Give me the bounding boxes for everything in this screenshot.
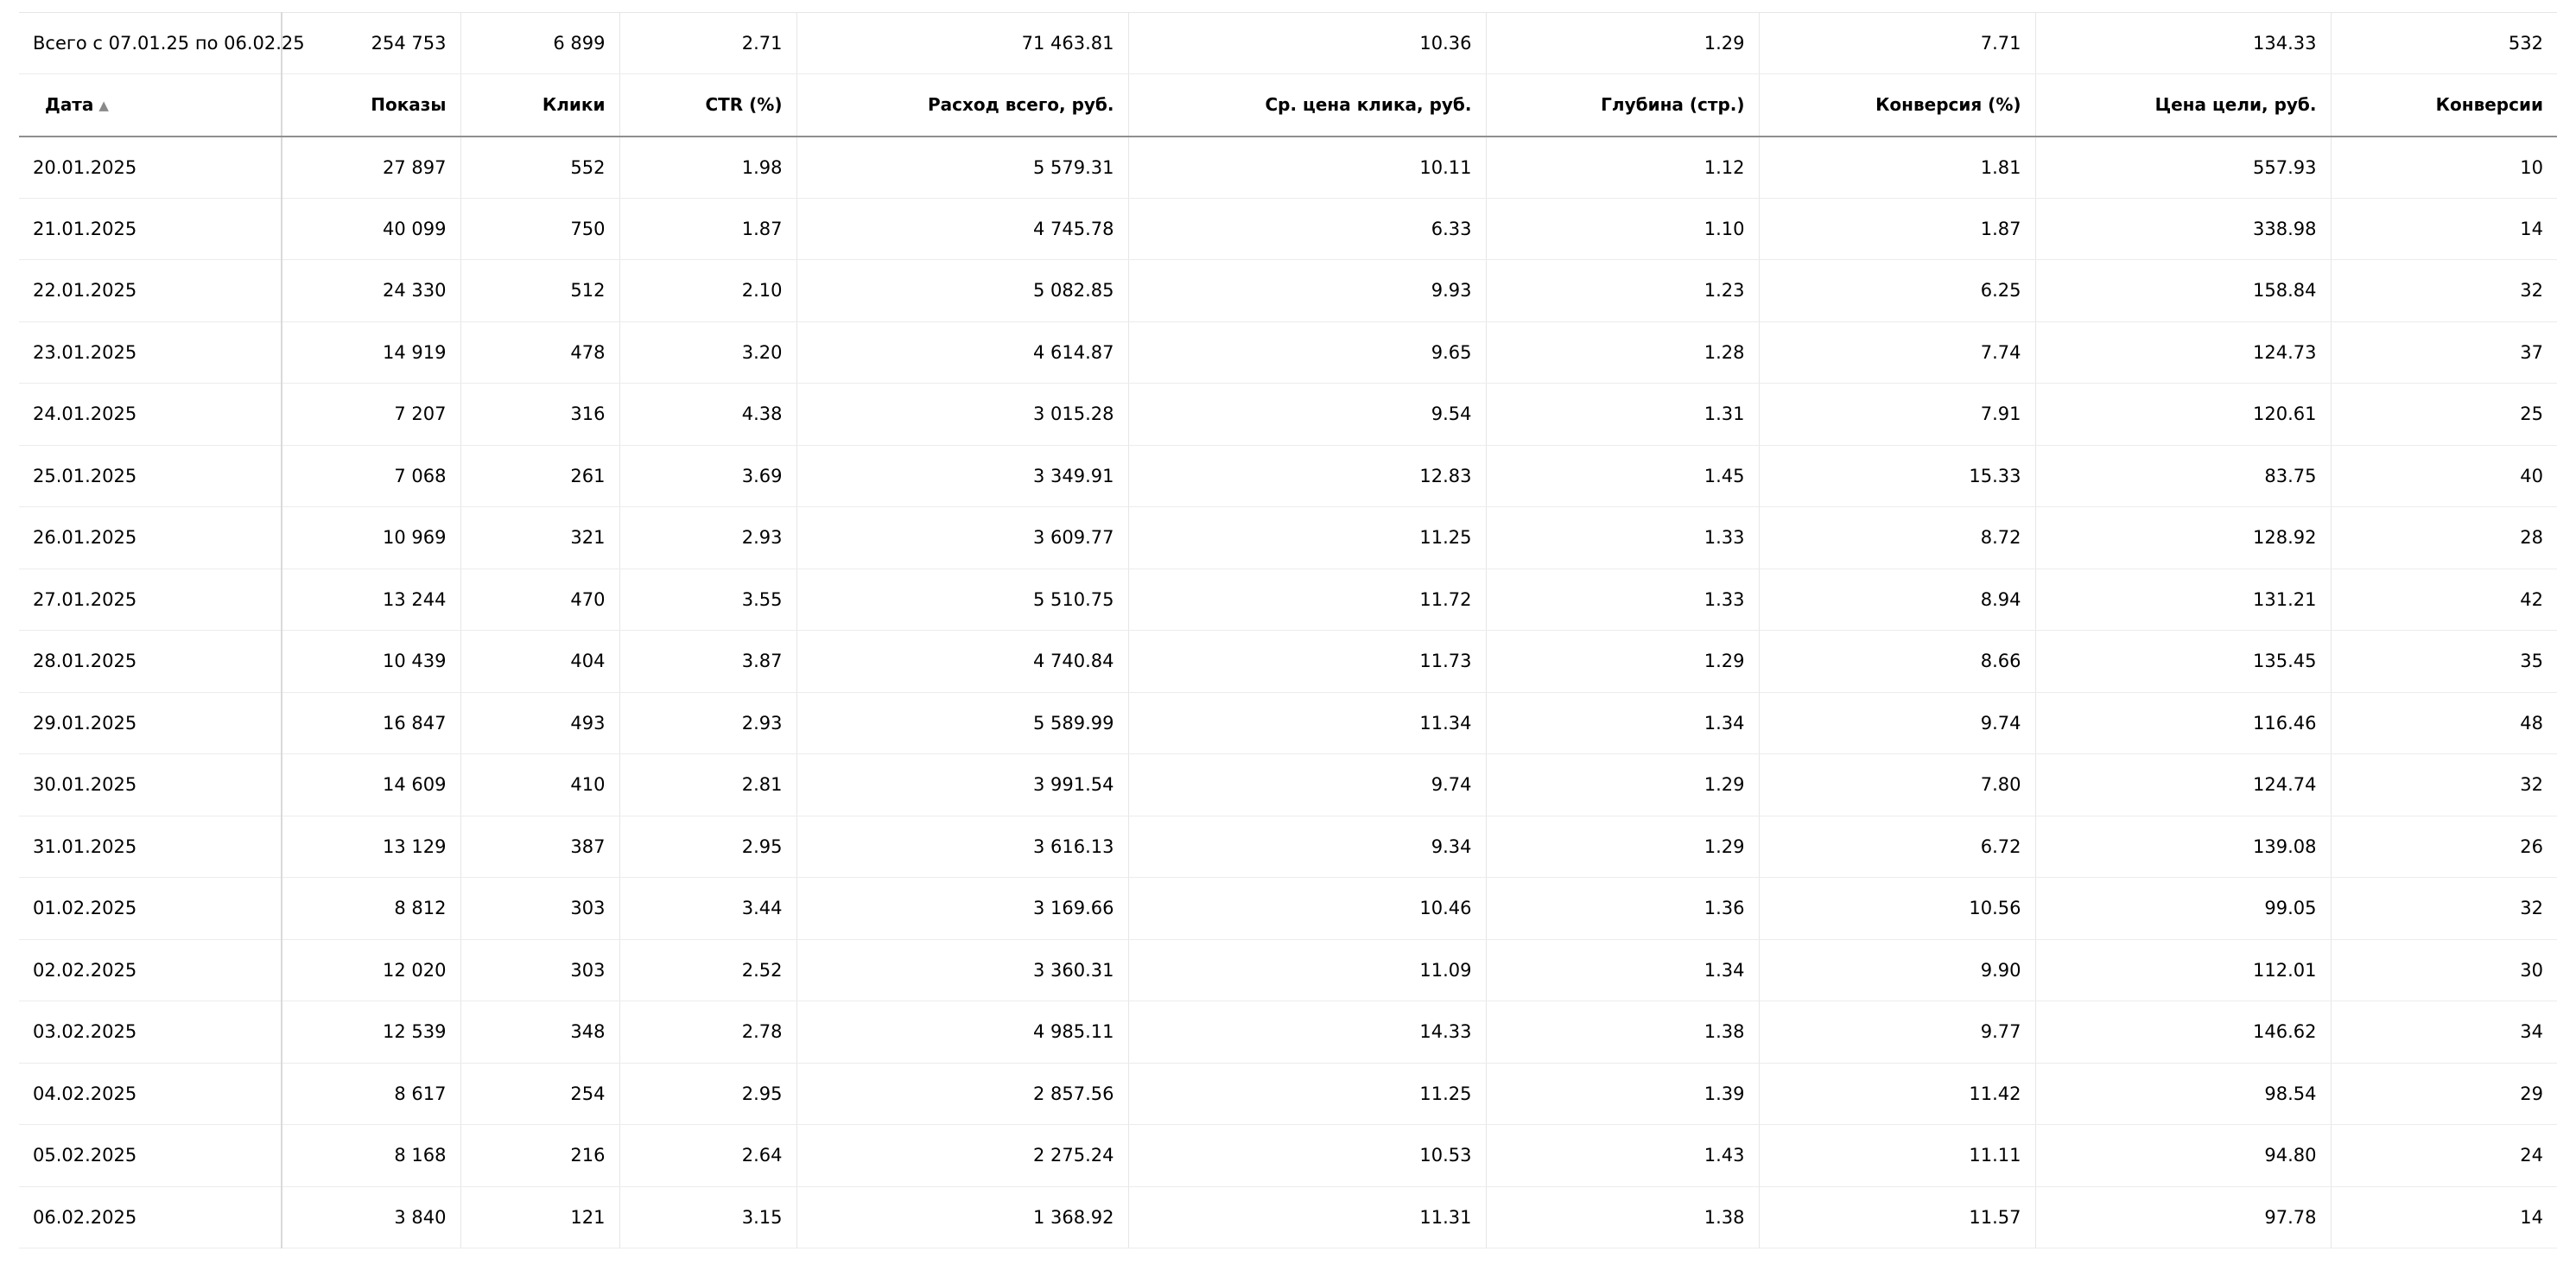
totals-spend: 71 463.81 (796, 13, 1128, 74)
column-header-impressions[interactable]: Показы (282, 74, 460, 137)
date-cell: 22.01.2025 (19, 260, 282, 322)
date-cell: 24.01.2025 (19, 384, 282, 446)
depth-cell: 1.31 (1486, 384, 1759, 446)
clicks-cell: 121 (460, 1186, 619, 1248)
avg-cpc-cell: 9.93 (1128, 260, 1486, 322)
header-row (19, 74, 2557, 137)
spend-cell: 5 082.85 (796, 260, 1128, 322)
avg-cpc-cell: 9.74 (1128, 754, 1486, 816)
totals-avg-cpc: 10.36 (1128, 13, 1486, 74)
spend-cell: 3 349.91 (796, 445, 1128, 507)
avg-cpc-cell: 6.33 (1128, 198, 1486, 260)
clicks-cell: 410 (460, 754, 619, 816)
totals-clicks: 6 899 (460, 13, 619, 74)
column-header-depth[interactable]: Глубина (стр.) (1486, 74, 1759, 137)
ctr-cell: 2.93 (619, 692, 796, 754)
date-cell: 25.01.2025 (19, 445, 282, 507)
depth-cell: 1.23 (1486, 260, 1759, 322)
goal-cost-cell: 116.46 (2035, 692, 2331, 754)
date-cell: 31.01.2025 (19, 816, 282, 878)
impressions-cell: 12 020 (282, 939, 460, 1001)
clicks-cell: 404 (460, 631, 619, 693)
clicks-cell: 493 (460, 692, 619, 754)
table-row (19, 445, 2557, 507)
conversion-rate-cell: 10.56 (1759, 878, 2035, 940)
avg-cpc-cell: 11.31 (1128, 1186, 1486, 1248)
ctr-cell: 3.20 (619, 321, 796, 384)
ctr-cell: 3.55 (619, 569, 796, 631)
spend-cell: 4 740.84 (796, 631, 1128, 693)
avg-cpc-cell: 11.25 (1128, 507, 1486, 569)
depth-cell: 1.28 (1486, 321, 1759, 384)
goal-cost-cell: 338.98 (2035, 198, 2331, 260)
impressions-cell: 27 897 (282, 137, 460, 199)
goal-cost-cell: 112.01 (2035, 939, 2331, 1001)
conversion-rate-cell: 6.72 (1759, 816, 2035, 878)
clicks-cell: 261 (460, 445, 619, 507)
conversion-rate-cell: 1.87 (1759, 198, 2035, 260)
conversions-cell: 24 (2331, 1125, 2557, 1187)
clicks-cell: 552 (460, 137, 619, 199)
clicks-cell: 750 (460, 198, 619, 260)
depth-cell: 1.29 (1486, 816, 1759, 878)
depth-cell: 1.12 (1486, 137, 1759, 199)
ctr-cell: 3.69 (619, 445, 796, 507)
depth-cell: 1.36 (1486, 878, 1759, 940)
conversion-rate-cell: 8.66 (1759, 631, 2035, 693)
impressions-cell: 10 439 (282, 631, 460, 693)
depth-cell: 1.29 (1486, 754, 1759, 816)
table-row (19, 384, 2557, 446)
conversion-rate-cell: 8.72 (1759, 507, 2035, 569)
table-row (19, 321, 2557, 384)
ctr-cell: 1.87 (619, 198, 796, 260)
spend-cell: 3 609.77 (796, 507, 1128, 569)
impressions-cell: 24 330 (282, 260, 460, 322)
spend-cell: 3 169.66 (796, 878, 1128, 940)
avg-cpc-cell: 10.11 (1128, 137, 1486, 199)
conversion-rate-cell: 11.11 (1759, 1125, 2035, 1187)
ctr-cell: 2.95 (619, 1063, 796, 1125)
table-row (19, 816, 2557, 878)
avg-cpc-cell: 11.73 (1128, 631, 1486, 693)
date-cell: 06.02.2025 (19, 1186, 282, 1248)
conversion-rate-cell: 6.25 (1759, 260, 2035, 322)
avg-cpc-cell: 11.34 (1128, 692, 1486, 754)
column-header-avg-cpc[interactable]: Ср. цена клика, руб. (1128, 74, 1486, 137)
totals-row (19, 13, 2557, 74)
impressions-cell: 7 207 (282, 384, 460, 446)
conversions-cell: 26 (2331, 816, 2557, 878)
goal-cost-cell: 124.73 (2035, 321, 2331, 384)
impressions-cell: 8 168 (282, 1125, 460, 1187)
date-cell: 28.01.2025 (19, 631, 282, 693)
depth-cell: 1.34 (1486, 692, 1759, 754)
date-cell: 01.02.2025 (19, 878, 282, 940)
depth-cell: 1.45 (1486, 445, 1759, 507)
column-header-conversions[interactable]: Конверсии (2331, 74, 2557, 137)
avg-cpc-cell: 10.53 (1128, 1125, 1486, 1187)
conversions-cell: 32 (2331, 878, 2557, 940)
conversions-cell: 25 (2331, 384, 2557, 446)
column-header-goal-cost[interactable]: Цена цели, руб. (2035, 74, 2331, 137)
conversion-rate-cell: 9.74 (1759, 692, 2035, 754)
conversions-cell: 42 (2331, 569, 2557, 631)
spend-cell: 3 360.31 (796, 939, 1128, 1001)
totals-conversions: 532 (2331, 13, 2557, 74)
table-row (19, 1125, 2557, 1187)
conversions-cell: 34 (2331, 1001, 2557, 1064)
totals-conversion-rate: 7.71 (1759, 13, 2035, 74)
goal-cost-cell: 158.84 (2035, 260, 2331, 322)
clicks-cell: 470 (460, 569, 619, 631)
totals-depth: 1.29 (1486, 13, 1759, 74)
ctr-cell: 3.87 (619, 631, 796, 693)
conversion-rate-cell: 9.90 (1759, 939, 2035, 1001)
column-header-ctr[interactable]: CTR (%) (619, 74, 796, 137)
date-cell: 02.02.2025 (19, 939, 282, 1001)
conversion-rate-cell: 11.42 (1759, 1063, 2035, 1125)
table-row (19, 1001, 2557, 1064)
conversions-cell: 14 (2331, 198, 2557, 260)
date-cell: 21.01.2025 (19, 198, 282, 260)
depth-cell: 1.43 (1486, 1125, 1759, 1187)
ctr-cell: 2.78 (619, 1001, 796, 1064)
spend-cell: 2 857.56 (796, 1063, 1128, 1125)
date-cell: 27.01.2025 (19, 569, 282, 631)
conversion-rate-cell: 7.80 (1759, 754, 2035, 816)
goal-cost-cell: 98.54 (2035, 1063, 2331, 1125)
impressions-cell: 40 099 (282, 198, 460, 260)
conversion-rate-cell: 15.33 (1759, 445, 2035, 507)
totals-label: Всего с 07.01.25 по 06.02.25 (19, 13, 282, 74)
clicks-cell: 303 (460, 939, 619, 1001)
date-cell: 04.02.2025 (19, 1063, 282, 1125)
date-cell: 23.01.2025 (19, 321, 282, 384)
avg-cpc-cell: 11.72 (1128, 569, 1486, 631)
totals-impressions: 254 753 (282, 13, 460, 74)
clicks-cell: 254 (460, 1063, 619, 1125)
sort-asc-icon: ▲ (98, 98, 109, 114)
ctr-cell: 2.95 (619, 816, 796, 878)
ctr-cell: 2.64 (619, 1125, 796, 1187)
avg-cpc-cell: 11.09 (1128, 939, 1486, 1001)
ctr-cell: 3.15 (619, 1186, 796, 1248)
depth-cell: 1.39 (1486, 1063, 1759, 1125)
conversions-cell: 48 (2331, 692, 2557, 754)
totals-ctr: 2.71 (619, 13, 796, 74)
spend-cell: 3 991.54 (796, 754, 1128, 816)
table-row (19, 569, 2557, 631)
conversions-cell: 40 (2331, 445, 2557, 507)
clicks-cell: 478 (460, 321, 619, 384)
ctr-cell: 3.44 (619, 878, 796, 940)
table-row (19, 1063, 2557, 1125)
clicks-cell: 387 (460, 816, 619, 878)
date-cell: 20.01.2025 (19, 137, 282, 199)
ctr-cell: 2.52 (619, 939, 796, 1001)
conversions-cell: 35 (2331, 631, 2557, 693)
goal-cost-cell: 97.78 (2035, 1186, 2331, 1248)
clicks-cell: 512 (460, 260, 619, 322)
clicks-cell: 303 (460, 878, 619, 940)
conversions-cell: 30 (2331, 939, 2557, 1001)
impressions-cell: 12 539 (282, 1001, 460, 1064)
table-row (19, 692, 2557, 754)
column-header-clicks[interactable]: Клики (460, 74, 619, 137)
avg-cpc-cell: 9.65 (1128, 321, 1486, 384)
depth-cell: 1.38 (1486, 1186, 1759, 1248)
ctr-cell: 1.98 (619, 137, 796, 199)
impressions-cell: 14 609 (282, 754, 460, 816)
report-table-container (19, 12, 2557, 1248)
goal-cost-cell: 146.62 (2035, 1001, 2331, 1064)
spend-cell: 4 745.78 (796, 198, 1128, 260)
totals-goal-cost: 134.33 (2035, 13, 2331, 74)
conversion-rate-cell: 7.74 (1759, 321, 2035, 384)
column-header-date[interactable] (19, 74, 282, 137)
date-cell: 03.02.2025 (19, 1001, 282, 1064)
table-row (19, 260, 2557, 322)
impressions-cell: 3 840 (282, 1186, 460, 1248)
conversions-cell: 37 (2331, 321, 2557, 384)
table-row (19, 137, 2557, 199)
clicks-cell: 216 (460, 1125, 619, 1187)
depth-cell: 1.33 (1486, 507, 1759, 569)
conversions-cell: 28 (2331, 507, 2557, 569)
table-row (19, 754, 2557, 816)
spend-cell: 4 614.87 (796, 321, 1128, 384)
goal-cost-cell: 124.74 (2035, 754, 2331, 816)
column-header-spend[interactable]: Расход всего, руб. (796, 74, 1128, 137)
table-row (19, 1186, 2557, 1248)
conversion-rate-cell: 7.91 (1759, 384, 2035, 446)
table-row (19, 878, 2557, 940)
goal-cost-cell: 83.75 (2035, 445, 2331, 507)
ctr-cell: 2.93 (619, 507, 796, 569)
column-header-label: Дата (45, 94, 94, 116)
spend-cell: 3 616.13 (796, 816, 1128, 878)
depth-cell: 1.34 (1486, 939, 1759, 1001)
impressions-cell: 8 617 (282, 1063, 460, 1125)
conversions-cell: 32 (2331, 754, 2557, 816)
spend-cell: 4 985.11 (796, 1001, 1128, 1064)
statistics-table (19, 12, 2557, 1248)
ctr-cell: 2.81 (619, 754, 796, 816)
clicks-cell: 348 (460, 1001, 619, 1064)
avg-cpc-cell: 9.54 (1128, 384, 1486, 446)
table-row (19, 198, 2557, 260)
date-cell: 29.01.2025 (19, 692, 282, 754)
goal-cost-cell: 128.92 (2035, 507, 2331, 569)
impressions-cell: 16 847 (282, 692, 460, 754)
depth-cell: 1.33 (1486, 569, 1759, 631)
avg-cpc-cell: 10.46 (1128, 878, 1486, 940)
conversion-rate-cell: 8.94 (1759, 569, 2035, 631)
conversion-rate-cell: 11.57 (1759, 1186, 2035, 1248)
avg-cpc-cell: 9.34 (1128, 816, 1486, 878)
table-row (19, 631, 2557, 693)
ctr-cell: 2.10 (619, 260, 796, 322)
spend-cell: 5 589.99 (796, 692, 1128, 754)
conversions-cell: 10 (2331, 137, 2557, 199)
spend-cell: 1 368.92 (796, 1186, 1128, 1248)
goal-cost-cell: 94.80 (2035, 1125, 2331, 1187)
date-cell: 05.02.2025 (19, 1125, 282, 1187)
depth-cell: 1.10 (1486, 198, 1759, 260)
impressions-cell: 14 919 (282, 321, 460, 384)
impressions-cell: 7 068 (282, 445, 460, 507)
avg-cpc-cell: 14.33 (1128, 1001, 1486, 1064)
conversions-cell: 14 (2331, 1186, 2557, 1248)
spend-cell: 2 275.24 (796, 1125, 1128, 1187)
spend-cell: 5 579.31 (796, 137, 1128, 199)
table-row (19, 507, 2557, 569)
goal-cost-cell: 131.21 (2035, 569, 2331, 631)
table-row (19, 939, 2557, 1001)
goal-cost-cell: 135.45 (2035, 631, 2331, 693)
depth-cell: 1.29 (1486, 631, 1759, 693)
goal-cost-cell: 99.05 (2035, 878, 2331, 940)
impressions-cell: 8 812 (282, 878, 460, 940)
goal-cost-cell: 557.93 (2035, 137, 2331, 199)
impressions-cell: 13 129 (282, 816, 460, 878)
column-header-conversion-rate[interactable]: Конверсия (%) (1759, 74, 2035, 137)
spend-cell: 3 015.28 (796, 384, 1128, 446)
conversion-rate-cell: 1.81 (1759, 137, 2035, 199)
clicks-cell: 321 (460, 507, 619, 569)
conversions-cell: 32 (2331, 260, 2557, 322)
avg-cpc-cell: 11.25 (1128, 1063, 1486, 1125)
ctr-cell: 4.38 (619, 384, 796, 446)
conversions-cell: 29 (2331, 1063, 2557, 1125)
impressions-cell: 10 969 (282, 507, 460, 569)
clicks-cell: 316 (460, 384, 619, 446)
conversion-rate-cell: 9.77 (1759, 1001, 2035, 1064)
avg-cpc-cell: 12.83 (1128, 445, 1486, 507)
date-cell: 30.01.2025 (19, 754, 282, 816)
depth-cell: 1.38 (1486, 1001, 1759, 1064)
goal-cost-cell: 139.08 (2035, 816, 2331, 878)
spend-cell: 5 510.75 (796, 569, 1128, 631)
impressions-cell: 13 244 (282, 569, 460, 631)
date-cell: 26.01.2025 (19, 507, 282, 569)
goal-cost-cell: 120.61 (2035, 384, 2331, 446)
